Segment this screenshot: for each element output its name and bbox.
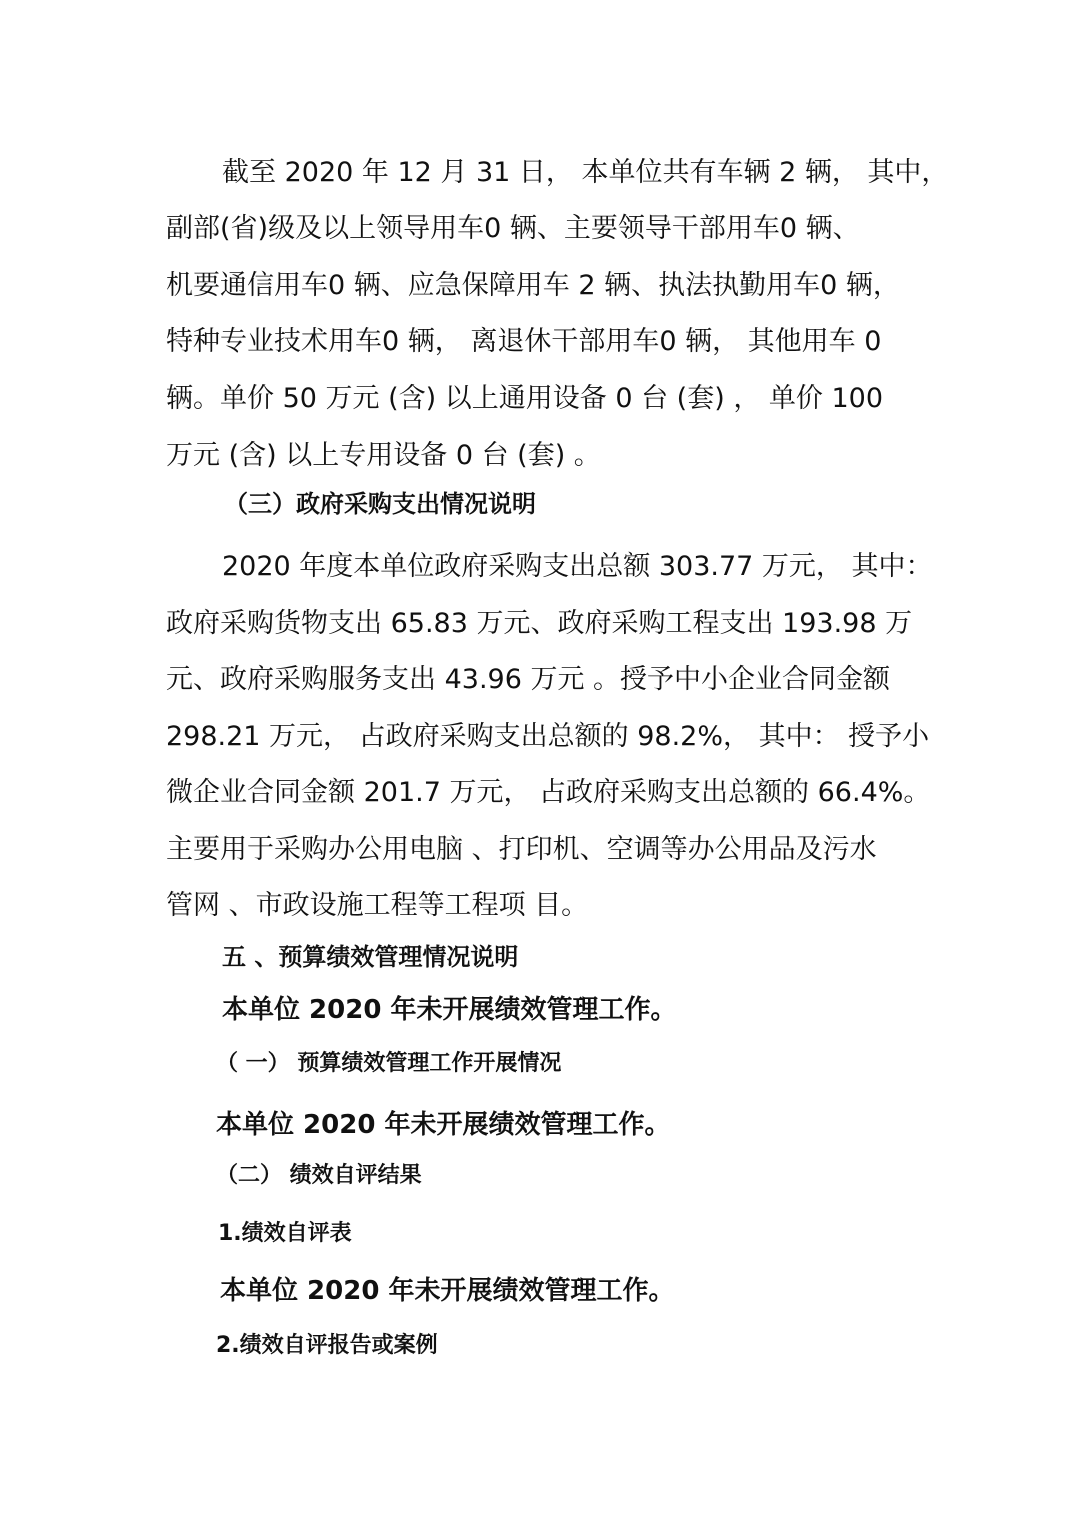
- procurement-line-7: 管网 、市政设施工程等工程项 目。: [166, 890, 589, 921]
- performance-subheading-1: （ 一） 预算绩效管理工作开展情况: [216, 1051, 562, 1076]
- performance-subheading-2: （二） 绩效自评结果: [216, 1163, 422, 1188]
- procurement-line-4: 298.21 万元， 占政府采购支出总额的 98.2%， 其中： 授予小: [166, 721, 930, 752]
- vehicles-line-3: 机要通信用车0 辆、应急保障用车 2 辆、执法执勤用车0 辆，: [166, 270, 900, 301]
- performance-statement-3: 本单位 2020 年未开展绩效管理工作。: [220, 1276, 675, 1306]
- performance-item-1: 1.绩效自评表: [218, 1221, 352, 1246]
- performance-statement-1: 本单位 2020 年未开展绩效管理工作。: [222, 995, 677, 1025]
- procurement-heading: （三）政府采购支出情况说明: [224, 490, 536, 518]
- procurement-line-5: 微企业合同金额 201.7 万元， 占政府采购支出总额的 66.4%。: [166, 777, 931, 808]
- procurement-line-1: 2020 年度本单位政府采购支出总额 303.77 万元， 其中：: [222, 551, 933, 582]
- vehicles-line-2: 副部(省)级及以上领导用车0 辆、主要领导干部用车0 辆、: [166, 213, 860, 244]
- vehicles-line-5: 辆。单价 50 万元 (含) 以上通用设备 0 台 (套) ， 单价 100: [166, 383, 884, 414]
- procurement-line-6: 主要用于采购办公用电脑 、打印机、空调等办公用品及污水: [166, 834, 877, 865]
- vehicles-line-1: 截至 2020 年 12 月 31 日， 本单位共有车辆 2 辆， 其中，: [222, 157, 949, 188]
- performance-heading: 五 、预算绩效管理情况说明: [222, 943, 519, 971]
- procurement-line-2: 政府采购货物支出 65.83 万元、政府采购工程支出 193.98 万: [166, 608, 913, 639]
- performance-item-2: 2.绩效自评报告或案例: [216, 1333, 438, 1358]
- vehicles-line-4: 特种专业技术用车0 辆， 离退休干部用车0 辆， 其他用车 0: [166, 326, 882, 357]
- performance-statement-2: 本单位 2020 年未开展绩效管理工作。: [216, 1110, 671, 1140]
- procurement-line-3: 元、政府采购服务支出 43.96 万元 。授予中小企业合同金额: [166, 664, 891, 695]
- vehicles-line-6: 万元 (含) 以上专用设备 0 台 (套) 。: [166, 440, 601, 471]
